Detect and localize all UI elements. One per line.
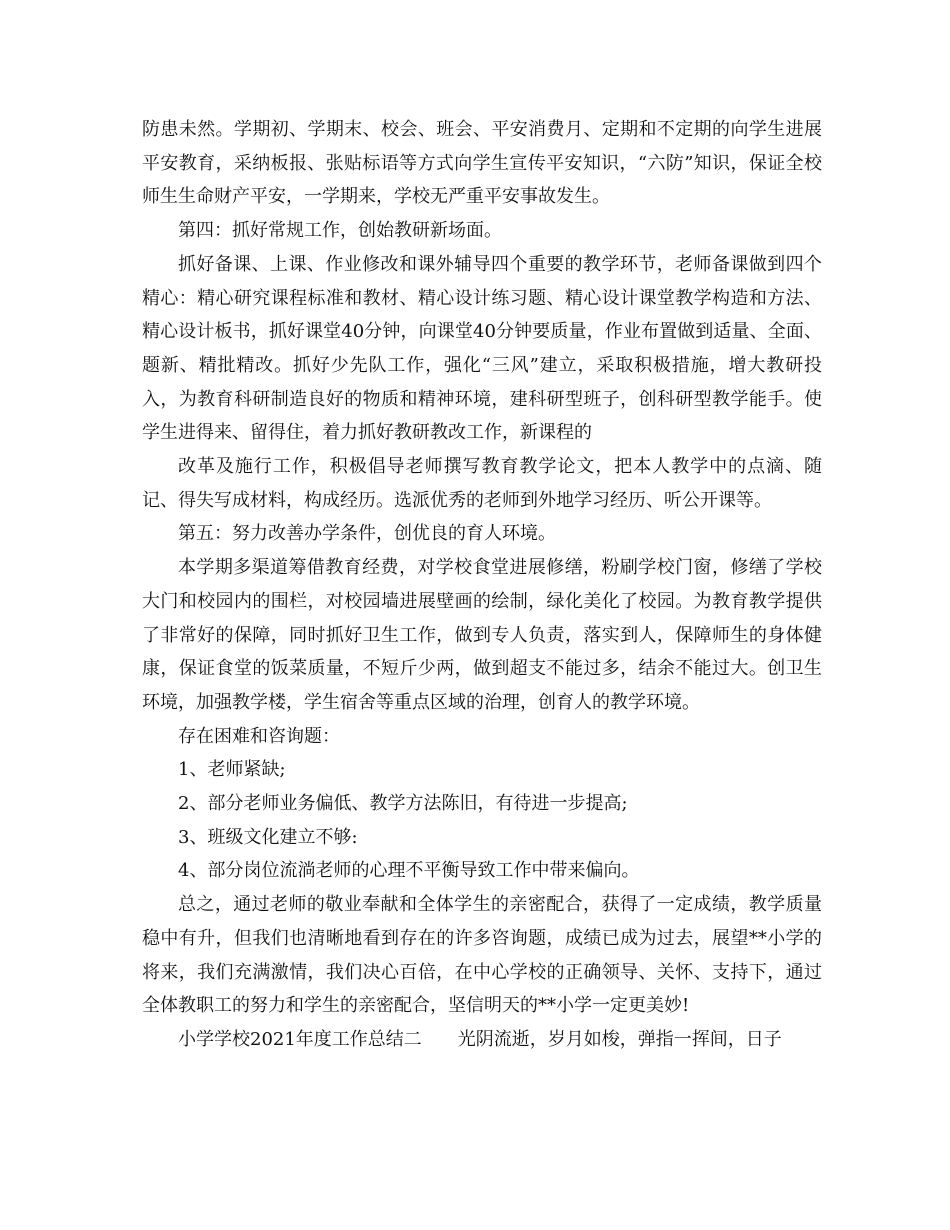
list-item-problem-2: 2、部分老师业务偏低、教学方法陈旧，有待进一步提高; xyxy=(178,793,628,815)
paragraph-routine-work: 抓好备课、上课、作业修改和课外辅导四个重要的教学环节，老师备课做到四个精心：精心研究课程标准和教材、精心设计练习题、精心设计课堂教学构造和方法、精心设计板书，抓好课堂40分钟，向课堂40分钟要质量，作业布置做到适量、全面、题新、精批精改。抓好少先队工作，强化“三风”建立，采取积极措施，增大教研投入，为教育科研制造良好的物质和精神环境，建科研型班子，创科研型教学能手。使学生进得来、留得住，着力抓好教研教改工作，新课程的 xyxy=(142,253,822,444)
paragraph-school-conditions: 本学期多渠道筹借教育经费，对学校食堂进展修缮，粉刷学校门窗，修缮了学校大门和校园内的围栏，对校园墙进展壁画的绘制，绿化美化了校园。为教育教学提供了非常好的保障，同时抓好卫生工作，做到专人负责，落实到人，保障师生的身体健康，保证食堂的饭菜质量，不短斤少两，做到超支不能过多，结余不能过大。创卫生环境，加强教学楼，学生宿舍等重点区域的治理，创育人的教学环境。 xyxy=(142,557,822,713)
heading-section-four: 第四：抓好常规工作，创始教研新场面。 xyxy=(178,220,502,242)
paragraph-safety-education: 防患未然。学期初、学期末、校会、班会、平安消费月、定期和不定期的向学生进展平安教育，采纳板报、张贴标语等方式向学生宣传平安知识，“六防”知识，保证全校师生生命财产平安，一学期来，学校无严重平安事故发生。 xyxy=(142,119,822,208)
paragraph-conclusion: 总之，通过老师的敬业奉献和全体学生的亲密配合，获得了一定成绩，教学质量稳中有升，但我们也清晰地看到存在的许多咨询题，成绩已成为过去，展望**小学的将来，我们充满激情，我们决心百倍，在中心学校的正确领导、关怀、支持下，通过全体教职工的努力和学生的亲密配合，坚信明天的**小学一定更美妙! xyxy=(142,894,822,1017)
list-item-problem-1: 1、老师紧缺; xyxy=(178,759,286,781)
list-item-problem-3: 3、班级文化建立不够: xyxy=(178,826,358,848)
heading-problems: 存在困难和咨询题： xyxy=(178,725,340,747)
document-body xyxy=(142,113,822,1057)
list-item-problem-4: 4、部分岗位流淌老师的心理不平衡导致工作中带来偏向。 xyxy=(178,860,640,882)
paragraph-reform-implementation: 改革及施行工作，积极倡导老师撰写教育教学论文，把本人教学中的点滴、随记、得失写成材料，构成经历。选派优秀的老师到外地学习经历、听公开课等。 xyxy=(142,456,822,511)
heading-section-five: 第五：努力改善办学条件，创优良的育人环境。 xyxy=(178,523,556,545)
paragraph-summary-two-start: 小学学校2021年度工作总结二 光阴流逝，岁月如梭，弹指一挥间，日子 xyxy=(178,1028,782,1050)
